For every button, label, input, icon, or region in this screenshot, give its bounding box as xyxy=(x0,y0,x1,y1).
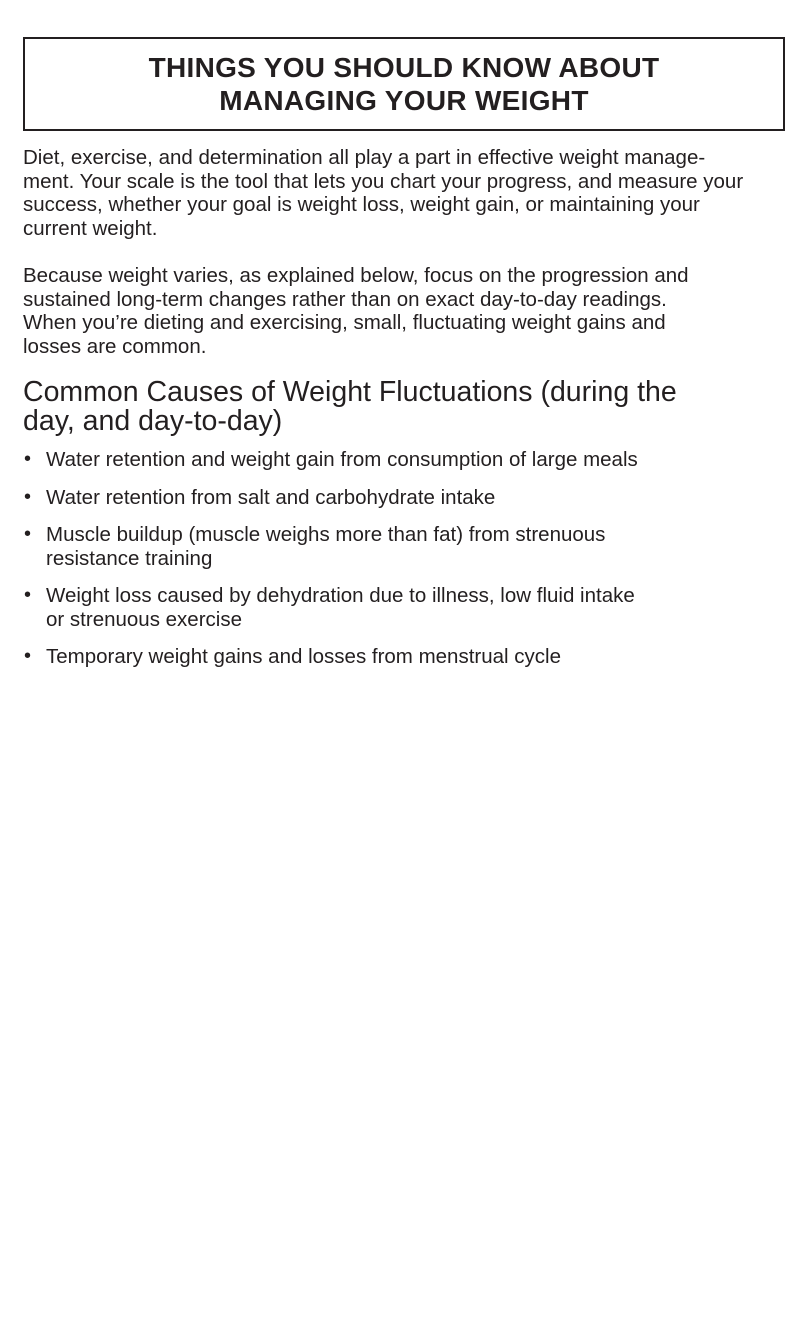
text-line: ment. Your scale is the tool that lets you chart your progress, and measure your xyxy=(23,169,744,193)
text-line: success, whether your goal is weight loss, weight gain, or maintaining your xyxy=(23,193,700,216)
intro-paragraph-2 xyxy=(23,264,785,358)
list-item-text: Muscle buildup (muscle weighs more than fat) from strenuous xyxy=(46,523,606,546)
list-item xyxy=(23,645,785,669)
heading-line: Common Causes of Weight Fluctuations (during the xyxy=(23,376,677,408)
section-heading xyxy=(23,378,785,436)
list-item-text: Weight loss caused by dehydration due to illness, low fluid intake xyxy=(46,584,635,607)
page-title-line-2: MANAGING YOUR WEIGHT xyxy=(219,85,589,116)
list-item-text: Water retention from salt and carbohydrate intake xyxy=(46,485,496,509)
text-line: losses are common. xyxy=(23,334,207,358)
bullet-icon: • xyxy=(24,645,32,667)
list-item-text: Temporary weight gains and losses from menstrual cycle xyxy=(46,645,561,668)
intro-paragraph-1 xyxy=(23,146,785,240)
text-line: current weight. xyxy=(23,216,158,240)
list-item xyxy=(23,486,785,510)
list-item xyxy=(23,448,785,472)
causes-list xyxy=(23,448,785,669)
bullet-icon: • xyxy=(24,448,32,470)
text-line: Diet, exercise, and determination all play a part in effective weight manage- xyxy=(23,146,706,169)
text-line: When you’re dieting and exercising, small, fluctuating weight gains and xyxy=(23,311,666,334)
list-item xyxy=(23,584,785,631)
list-item-text: Water retention and weight gain from consumption of large meals xyxy=(46,448,638,471)
list-item xyxy=(23,523,785,570)
document-page xyxy=(23,37,785,683)
text-line: sustained long-term changes rather than on exact day-to-day readings. xyxy=(23,287,667,311)
bullet-icon: • xyxy=(24,485,32,508)
heading-line: day, and day-to-day) xyxy=(23,405,283,437)
page-title-line-1: THINGS YOU SHOULD KNOW ABOUT xyxy=(148,52,660,83)
list-item-text: resistance training xyxy=(46,546,213,570)
text-line: Because weight varies, as explained below, focus on the progression and xyxy=(23,264,689,287)
bullet-icon: • xyxy=(24,584,32,606)
bullet-icon: • xyxy=(24,523,32,545)
list-item-text: or strenuous exercise xyxy=(46,607,242,631)
title-box xyxy=(23,37,785,131)
